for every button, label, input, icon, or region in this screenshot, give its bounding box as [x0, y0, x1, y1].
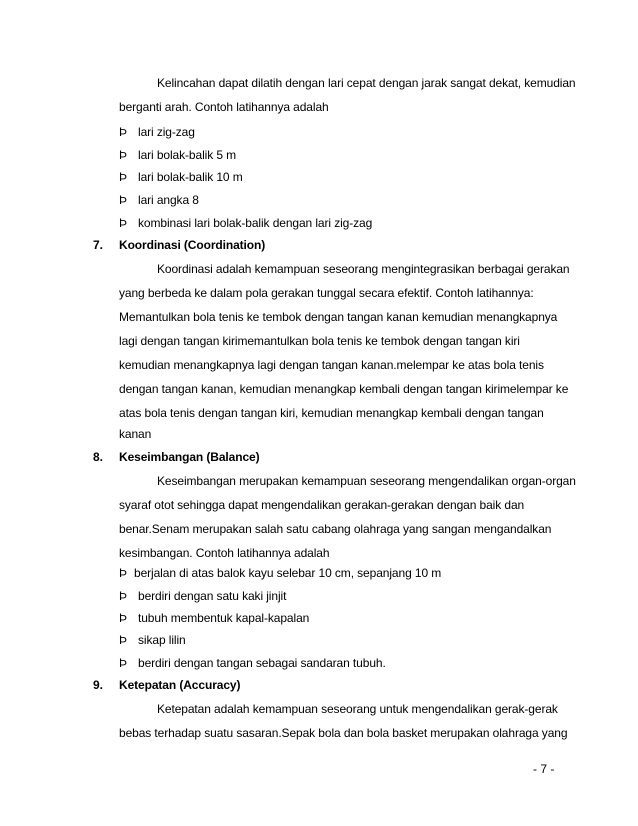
- intro-line-1: Kelincahan dapat dilatih dengan lari cepat dengan jarak sangat dekat, kemudian: [157, 76, 576, 90]
- bullet-marker: Þ: [119, 611, 128, 625]
- paragraph-line: Ketepatan adalah kemampuan seseorang untuk mengendalikan gerak-gerak: [157, 702, 558, 716]
- bullet-item: lari zig-zag: [138, 125, 195, 139]
- bullet-item: lari angka 8: [138, 193, 199, 207]
- section-heading: Keseimbangan (Balance): [119, 450, 260, 464]
- paragraph-line: kesimbangan. Contoh latihannya adalah: [119, 546, 330, 560]
- bullet-item: berdiri dengan tangan sebagai sandaran tubuh.: [138, 656, 386, 670]
- bullet-marker: Þ: [119, 170, 128, 184]
- paragraph-line: kemudian menangkapnya lagi dengan tangan kanan.melempar ke atas bola tenis: [119, 358, 544, 372]
- bullet-marker: Þ: [119, 633, 128, 647]
- bullet-marker: Þ: [119, 656, 128, 670]
- paragraph-line: Memantulkan bola tenis ke tembok dengan tangan kanan kemudian menangkapnya: [119, 310, 558, 324]
- bullet-marker: Þ: [119, 125, 128, 139]
- paragraph-line: bebas terhadap suatu sasaran.Sepak bola dan bola basket merupakan olahraga yang: [119, 726, 568, 740]
- paragraph-line: Keseimbangan merupakan kemampuan seseorang mengendalikan organ-organ: [157, 474, 576, 488]
- paragraph-line: Koordinasi adalah kemampuan seseorang mengintegrasikan berbagai gerakan: [157, 262, 570, 276]
- bullet-item: sikap lilin: [138, 633, 186, 647]
- paragraph-line: syaraf otot sehingga dapat mengendalikan gerakan-gerakan dengan baik dan: [119, 498, 525, 512]
- intro-line-2: berganti arah. Contoh latihannya adalah: [119, 100, 329, 114]
- section-number: 7.: [93, 238, 104, 252]
- paragraph-line: yang berbeda ke dalam pola gerakan tunggal secara efektif. Contoh latihannya:: [119, 286, 534, 300]
- bullet-marker: Þ: [119, 216, 128, 230]
- bullet-item: lari bolak-balik 10 m: [138, 170, 243, 184]
- paragraph-line: benar.Senam merupakan salah satu cabang olahraga yang sangan mengandalkan: [119, 522, 552, 536]
- paragraph-line: dengan tangan kanan, kemudian menangkap kembali dengan tangan kirimelempar ke: [119, 382, 569, 396]
- paragraph-line: atas bola tenis dengan tangan kiri, kemudian menangkap kembali dengan tangan: [119, 406, 544, 420]
- bullet-item: lari bolak-balik 5 m: [138, 148, 237, 162]
- paragraph-line: kanan: [119, 427, 152, 441]
- bullet-marker: Þ: [119, 589, 128, 603]
- bullet-item: berdiri dengan satu kaki jinjit: [138, 589, 287, 603]
- bullet-marker: Þ: [119, 193, 128, 207]
- section-number: 8.: [93, 450, 104, 464]
- bullet-item: kombinasi lari bolak-balik dengan lari zig-zag: [138, 216, 373, 230]
- paragraph-line: lagi dengan tangan kirimemantulkan bola tenis ke tembok dengan tangan kiri: [119, 334, 520, 348]
- page-number: - 7 -: [533, 762, 555, 776]
- section-heading: Ketepatan (Accuracy): [119, 678, 241, 692]
- bullet-item: berjalan di atas balok kayu selebar 10 cm, sepanjang 10 m: [134, 566, 442, 580]
- bullet-marker: Þ: [119, 566, 128, 580]
- section-number: 9.: [93, 678, 104, 692]
- bullet-item: tubuh membentuk kapal-kapalan: [138, 611, 310, 625]
- bullet-marker: Þ: [119, 148, 128, 162]
- section-heading: Koordinasi (Coordination): [119, 238, 266, 252]
